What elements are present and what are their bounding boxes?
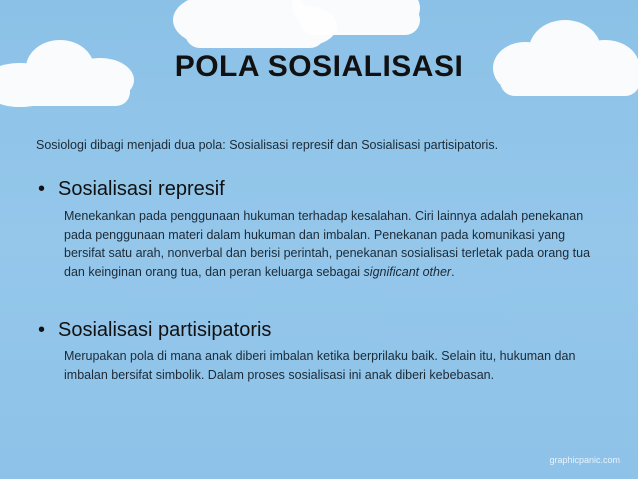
section-heading-label: Sosialisasi represif [58, 178, 225, 200]
cloud-top-right-icon [285, 0, 435, 50]
section-body-text: Merupakan pola di mana anak diberi imbalan ketika berprilaku baik. Selain itu, hukuman dan imbalan bersifat simbolik. Dalam proses sosialisasi ini anak diberi kebebasan. [64, 349, 576, 382]
section-heading-represif [38, 178, 225, 201]
page-title: POLA SOSIALISASI [174, 50, 464, 83]
bullet-dot: • [38, 319, 46, 341]
bullet-dot: • [38, 178, 46, 200]
section-heading-label: Sosialisasi partisipatoris [58, 319, 272, 341]
credit-text: graphicpanic.com [549, 455, 620, 465]
section-body-text: Menekankan pada penggunaan hukuman terhadap kesalahan. Ciri lainnya adalah penekanan pada penggunaan materi dalam hukuman dan imbalan. Penekanan pada komunikasi yang bersifat satu arah, nonverbal dan berisi perintah, penekanan sosialisasi terletak pada orang tua dan keinginan orang tua, dan peran keluarga sebagai [64, 209, 591, 279]
section-body-represif [64, 207, 604, 281]
section-body-end: . [451, 264, 455, 279]
section-body-partisipatoris [64, 347, 604, 384]
intro-text: Sosiologi dibagi menjadi dua pola: Sosialisasi represif dan Sosialisasi partisipatoris. [36, 138, 499, 152]
section-heading-partisipatoris [38, 319, 271, 342]
section-body-emphasis: significant other [363, 264, 452, 279]
